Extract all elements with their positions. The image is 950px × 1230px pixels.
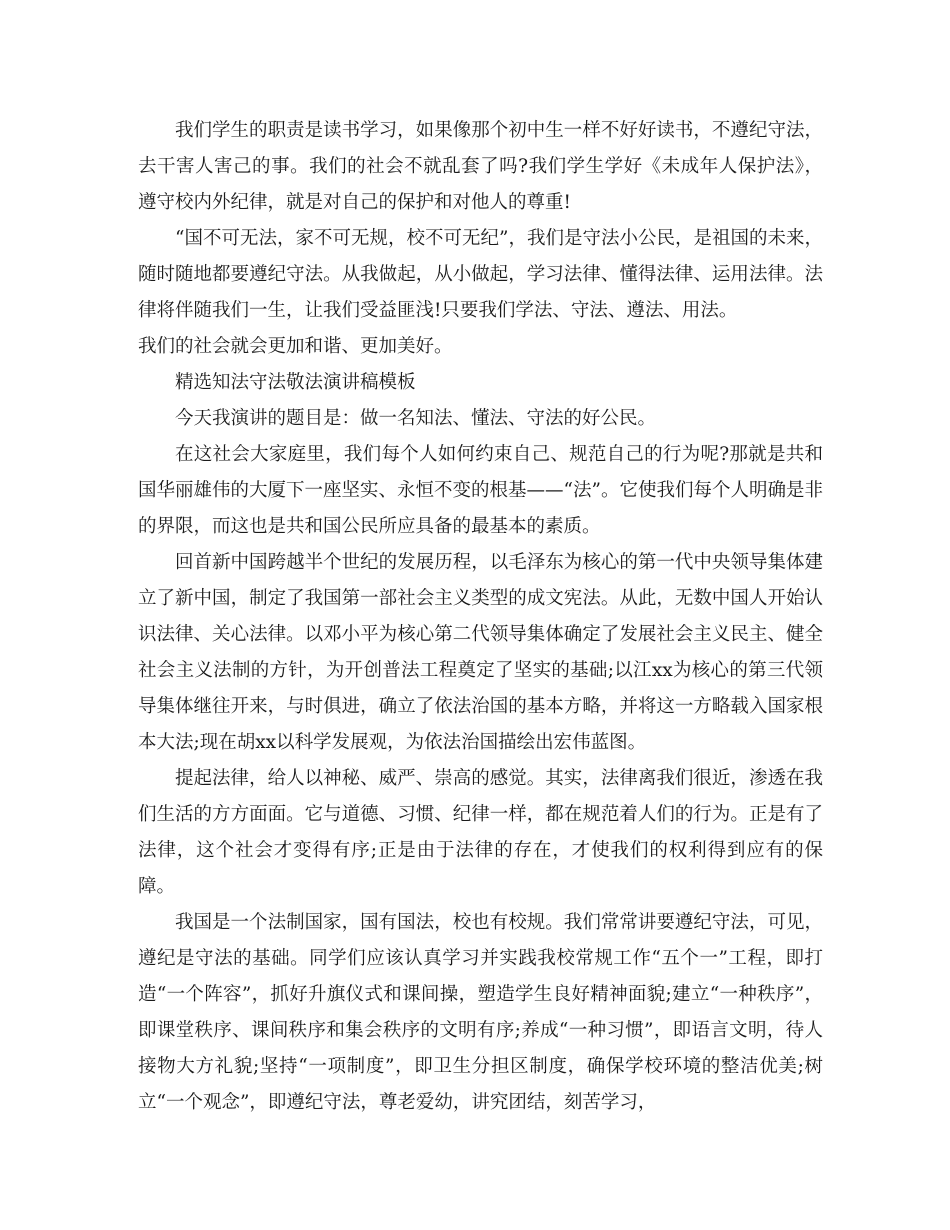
paragraph-2: “国不可无法，家不可无规，校不可无纪”，我们是守法小公民，是祖国的未来，随时随地都要遵纪守法。从我做起，从小做起，学习法律、懂得法律、运用法律。法律将伴随我们一生，让我们受益匪浅!只要我们学法、守法、遵法、用法。: [138, 228, 823, 321]
paragraph-1: 我们学生的职责是读书学习，如果像那个初中生一样不好好读书，不遵纪守法，去干害人害己的事。我们的社会不就乱套了吗?我们学生学好《未成年人保护法》，遵守校内外纪律，就是对自己的保护和对他人的尊重!: [138, 120, 823, 213]
document-body: [138, 113, 823, 1121]
paragraph-4: 在这社会大家庭里，我们每个人如何约束自己、规范自己的行为呢?那就是共和国华丽雄伟的大厦下一座坚实、永恒不变的根基——“法”。它使我们每个人明确是非的界限，而这也是共和国公民所应具备的最基本的素质。: [138, 444, 823, 537]
paragraph-intro: 今天我演讲的题目是：做一名知法、懂法、守法的好公民。: [175, 408, 657, 429]
paragraph-5: 回首新中国跨越半个世纪的发展历程，以毛泽东为核心的第一代中央领导集体建立了新中国，制定了我国第一部社会主义类型的成文宪法。从此，无数中国人开始认识法律、关心法律。以邓小平为核心第二代领导集体确定了发展社会主义民主、健全社会主义法制的方针，为开创普法工程奠定了坚实的基础;以江xx为核心的第三代领导集体继往开来，与时俱进，确立了依法治国的基本方略，并将这一方略载入国家根本大法;现在胡xx以科学发展观，为依法治国描绘出宏伟蓝图。: [138, 552, 823, 753]
paragraph-3: 我们的社会就会更加和谐、更加美好。: [138, 336, 453, 357]
paragraph-6: 提起法律，给人以神秘、威严、崇高的感觉。其实，法律离我们很近，渗透在我们生活的方方面面。它与道德、习惯、纪律一样，都在规范着人们的行为。正是有了法律，这个社会才变得有序;正是由于法律的存在，才使我们的权利得到应有的保障。: [138, 768, 823, 897]
section-title: 精选知法守法敬法演讲稿模板: [175, 372, 416, 393]
paragraph-7: 我国是一个法制国家，国有国法，校也有校规。我们常常讲要遵纪守法，可见，遵纪是守法的基础。同学们应该认真学习并实践我校常规工作“五个一”工程，即打造“一个阵容”，抓好升旗仪式和课间操，塑造学生良好精神面貌;建立“一种秩序”，即课堂秩序、课间秩序和集会秩序的文明有序;养成“一种习惯”，即语言文明，待人接物大方礼貌;坚持“一项制度”，即卫生分担区制度，确保学校环境的整洁优美;树立“一个观念”，即遵纪守法，尊老爱幼，讲究团结，刻苦学习，: [138, 912, 823, 1113]
